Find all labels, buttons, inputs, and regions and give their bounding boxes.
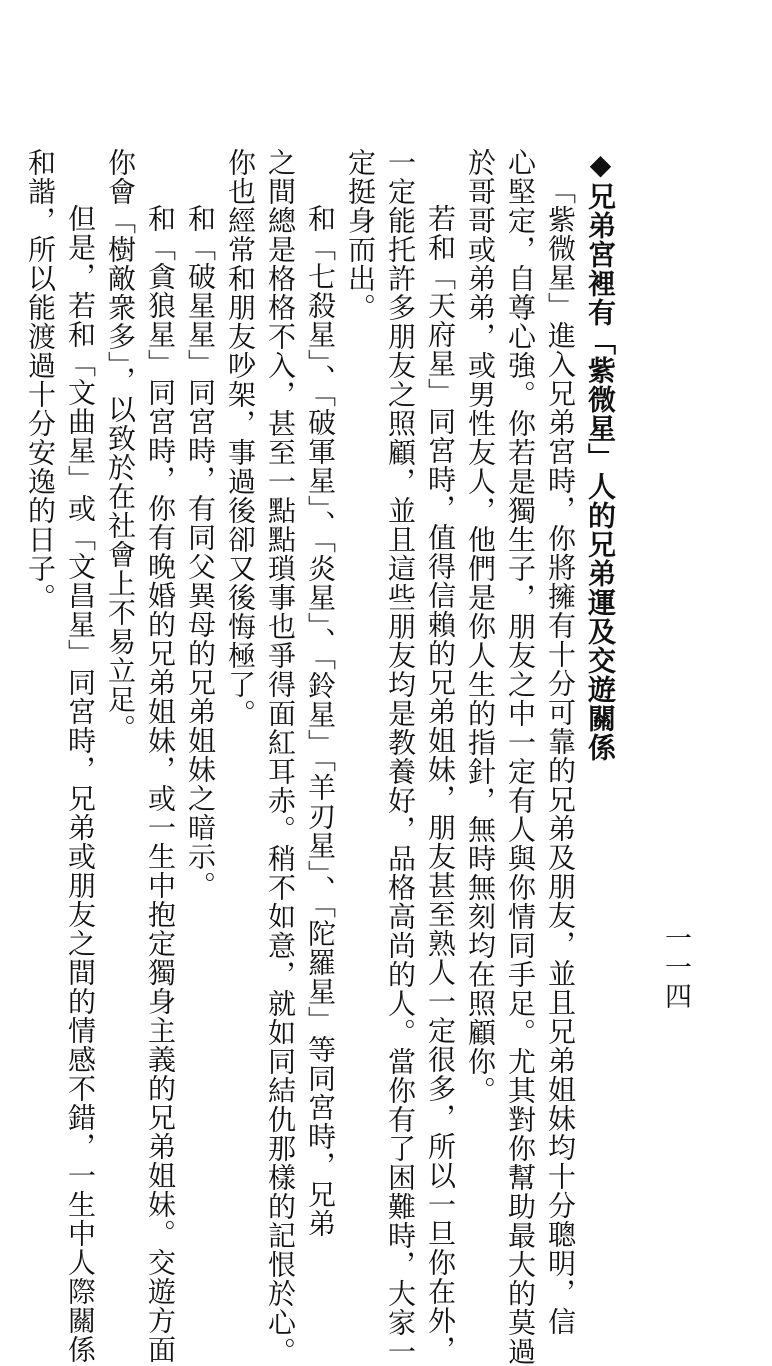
paragraph-line: 你也經常和朋友吵架，事過後卻又後悔極了。 (224, 148, 257, 728)
paragraph-line: 定挺身而出。 (344, 148, 377, 322)
paragraph-line: 和「貪狼星」同宮時，你有晚婚的兄弟姐妹，或一生中抱定獨身主義的兄弟姐妹。交遊方面 (144, 204, 177, 1364)
section-heading: ◆兄弟宮裡有「紫微星」人的兄弟運及交遊關係 (584, 148, 617, 762)
paragraph-line: 和「七殺星」、「破軍星」、「炎星」、「鈴星」「羊刃星」、「陀羅星」等同宮時，兄弟 (304, 204, 337, 1238)
paragraph-line: 和諧，所以能渡過十分安逸的日子。 (24, 148, 57, 612)
paragraph-line: 和「破星星」同宮時，有同父異母的兄弟姐妹之暗示。 (184, 204, 217, 900)
paragraph-line: 心堅定，自尊心強。你若是獨生子，朋友之中一定有人與你情同手足。尤其對你幫助最大的莫過 (504, 148, 537, 1366)
paragraph-line: 於哥哥或弟弟，或男性友人，他們是你人生的指針，無時無刻均在照顧你。 (464, 148, 497, 1105)
page-number: 一一四 (660, 924, 691, 1011)
paragraph-line: 一定能托許多朋友之照顧，並且這些朋友均是教養好，品格高尚的人。當你有了困難時，大家一 (384, 148, 417, 1366)
paragraph-line: 若和「天府星」同宮時，值得信賴的兄弟姐妹，朋友甚至熟人一定很多，所以一旦你在外， (424, 204, 457, 1364)
article-body (24, 148, 620, 1366)
paragraph-line: 之間總是格格不入，甚至一點點瑣事也爭得面紅耳赤。稍不如意，就如同結仇那樣的記恨於心。 (264, 148, 297, 1366)
paragraph-line: 但是，若和「文曲星」或「文昌星」同宮時，兄弟或朋友之間的情感不錯，一生中人際關係 (64, 204, 97, 1364)
paragraph-line: 「紫微星」進入兄弟宮時，你將擁有十分可靠的兄弟及朋友，並且兄弟姐妹均十分聰明，信 (544, 176, 577, 1336)
paragraph-line: 你會「樹敵衆多」，以致於在社會上不易立足。 (104, 148, 137, 743)
